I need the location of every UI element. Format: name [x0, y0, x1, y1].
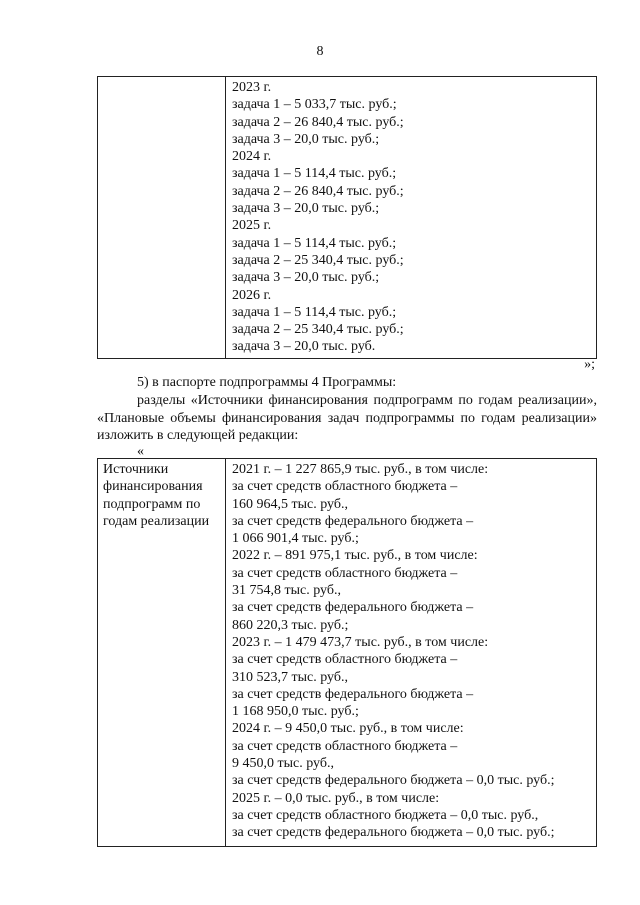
table2-right-cell — [226, 459, 597, 847]
opening-quote: « — [137, 444, 144, 459]
table1-line: задача 3 – 20,0 тыс. руб.; — [232, 270, 380, 286]
table2-line: 1 066 901,4 тыс. руб.; — [232, 531, 359, 547]
table1-line: задача 2 – 25 340,4 тыс. руб.; — [232, 252, 404, 268]
table2-line: 860 220,3 тыс. руб.; — [232, 617, 349, 633]
table2-line: 2022 г. – 891 975,1 тыс. руб., в том числе: — [232, 548, 478, 564]
table2-line: 2023 г. – 1 479 473,7 тыс. руб., в том числе: — [232, 634, 489, 650]
table1-line: задача 2 – 26 840,4 тыс. руб.; — [232, 183, 404, 199]
table1-line: 2023 г. — [232, 80, 272, 95]
table1-line: 2024 г. — [232, 149, 272, 165]
table1-left-cell — [98, 77, 226, 359]
table2-line: 1 168 950,0 тыс. руб.; — [232, 704, 359, 720]
table1-line: задача 3 – 20,0 тыс. руб.; — [232, 201, 380, 217]
table2-line: 310 523,7 тыс. руб., — [232, 669, 348, 685]
closing-quote: »; — [584, 357, 595, 372]
table2-line: за счет средств федерального бюджета – — [232, 600, 474, 616]
page-number: 8 — [316, 44, 324, 59]
funding-sources-label: Источники финансирования подпрограмм по годам реализации — [103, 462, 210, 529]
table2-line: 9 450,0 тыс. руб., — [232, 756, 334, 772]
table2-line: за счет средств федерального бюджета – 0,0 тыс. руб.; — [232, 825, 555, 841]
table2-line: 2025 г. – 0,0 тыс. руб., в том числе: — [232, 790, 440, 806]
table2-line: 160 964,5 тыс. руб., — [232, 496, 348, 512]
table1-line: 2025 г. — [232, 218, 272, 234]
table1-line: задача 3 – 20,0 тыс. руб.; — [232, 131, 380, 147]
table2-line: за счет средств федерального бюджета – 0,0 тыс. руб.; — [232, 773, 555, 789]
table1-line: задача 2 – 26 840,4 тыс. руб.; — [232, 114, 404, 130]
table2-left-cell — [98, 459, 226, 847]
table2-line: за счет средств областного бюджета – 0,0 тыс. руб., — [232, 807, 539, 823]
funding-sources-table — [97, 458, 597, 847]
table2-line: 31 754,8 тыс. руб., — [232, 583, 341, 599]
table2-line: за счет средств областного бюджета – — [232, 479, 458, 495]
table1-line: задача 2 – 25 340,4 тыс. руб.; — [232, 322, 404, 338]
table1-line: задача 1 – 5 114,4 тыс. руб.; — [232, 235, 397, 251]
table1-line: задача 1 – 5 114,4 тыс. руб.; — [232, 304, 397, 320]
table1-line: задача 1 – 5 114,4 тыс. руб.; — [232, 166, 397, 182]
item-5-paragraph: 5) в паспорте подпрограммы 4 Программы: — [137, 375, 397, 390]
funding-tasks-table — [97, 76, 597, 359]
table2-line: 2021 г. – 1 227 865,9 тыс. руб., в том числе: — [232, 462, 489, 477]
table1-right-cell — [226, 77, 597, 359]
table2-line: за счет средств федерального бюджета – — [232, 686, 474, 702]
table1-line: задача 1 – 5 033,7 тыс. руб.; — [232, 97, 397, 113]
table2-line: за счет средств областного бюджета – — [232, 652, 458, 668]
sections-paragraph: разделы «Источники финансирования подпрограмм по годам реализации», «Плановые объемы финансирования задач подпрограммы по годам реализации» изложить в следующей редакции: — [97, 393, 597, 443]
table2-line: за счет средств областного бюджета – — [232, 565, 458, 581]
table1-line: 2026 г. — [232, 287, 272, 303]
table2-line: за счет средств федерального бюджета – — [232, 513, 474, 529]
table2-line: 2024 г. – 9 450,0 тыс. руб., в том числе: — [232, 721, 464, 737]
table2-line: за счет средств областного бюджета – — [232, 738, 458, 754]
table1-line: задача 3 – 20,0 тыс. руб. — [232, 339, 376, 355]
